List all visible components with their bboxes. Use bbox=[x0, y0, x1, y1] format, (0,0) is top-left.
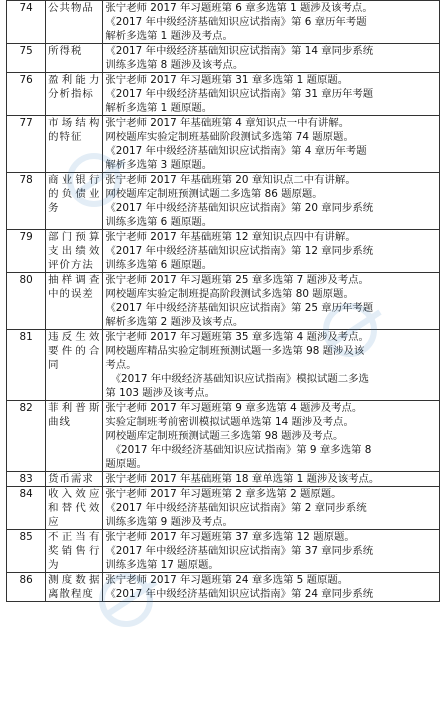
reference-line: 解析多选第 3 题原题。 bbox=[105, 159, 213, 171]
reference-cell bbox=[103, 401, 440, 472]
topic-cell: 商业银行的负债业务 bbox=[46, 173, 103, 230]
reference-cell bbox=[103, 44, 440, 73]
table-row bbox=[7, 330, 440, 401]
row-number: 79 bbox=[7, 230, 46, 273]
table-row bbox=[7, 472, 440, 487]
table-row bbox=[7, 530, 440, 573]
reference-line: 《2017 年中级经济基础知识应试指南》第 12 章同步系统 bbox=[105, 245, 374, 257]
topic-cell: 测度数据离散程度 bbox=[46, 573, 103, 602]
reference-line: 实验定制班考前密训模拟试题单选第 14 题涉及考点。 bbox=[105, 416, 354, 428]
reference-line: 《2017 年中级经济基础知识应试指南》第 20 章同步系统 bbox=[105, 202, 374, 214]
reference-line: 《2017 年中级经济基础知识应试指南》第 9 章多选第 8 bbox=[105, 444, 372, 456]
reference-cell bbox=[103, 73, 440, 116]
reference-line: 训练多选第 6 题原题。 bbox=[105, 259, 213, 271]
reference-cell bbox=[103, 487, 440, 530]
reference-line: 《2017 年中级经济基础知识应试指南》第 25 章历年考题 bbox=[105, 302, 374, 314]
reference-cell bbox=[103, 530, 440, 573]
topic-cell: 所得税 bbox=[46, 44, 103, 73]
table-row bbox=[7, 230, 440, 273]
reference-line: 张宁老师 2017 年习题班第 24 章多选第 5 题原题。 bbox=[105, 574, 349, 586]
row-number: 81 bbox=[7, 330, 46, 401]
reference-line: 《2017 年中级经济基础知识应试指南》第 37 章同步系统 bbox=[105, 545, 374, 557]
reference-line: 网校题库实验定制班基础阶段测试多选第 74 题原题。 bbox=[105, 131, 354, 143]
row-number: 76 bbox=[7, 73, 46, 116]
reference-line: 《2017 年中级经济基础知识应试指南》第 24 章同步系统 bbox=[105, 588, 374, 600]
reference-line: 网校题库精品实验定制班预测试题一多选第 98 题涉及该 bbox=[105, 345, 365, 357]
topic-cell: 不正当有奖销售行为 bbox=[46, 530, 103, 573]
table-row bbox=[7, 44, 440, 73]
reference-line: 网校题库定制班预测试题三多选第 98 题涉及考点。 bbox=[105, 430, 344, 442]
table-row bbox=[7, 487, 440, 530]
reference-line: 《2017 年中级经济基础知识应试指南》第 31 章历年考题 bbox=[105, 88, 374, 100]
row-number: 78 bbox=[7, 173, 46, 230]
topic-cell: 抽样调查中的误差 bbox=[46, 273, 103, 330]
reference-cell bbox=[103, 472, 440, 487]
reference-line: 《2017 年中级经济基础知识应试指南》模拟试题二多选 bbox=[105, 373, 369, 385]
topic-cell: 菲利普斯曲线 bbox=[46, 401, 103, 472]
reference-line: 解析多选第 1 题涉及考点。 bbox=[105, 30, 233, 42]
topic-cell: 公共物品 bbox=[46, 1, 103, 44]
reference-line: 张宁老师 2017 年基础班第 18 章单选第 1 题涉及该考点。 bbox=[105, 473, 380, 485]
reference-line: 张宁老师 2017 年习题班第 31 章多选第 1 题原题。 bbox=[105, 74, 349, 86]
reference-line: 解析多选第 1 题原题。 bbox=[105, 102, 213, 114]
reference-line: 张宁老师 2017 年习题班第 25 章多选第 7 题涉及考点。 bbox=[105, 274, 369, 286]
exam-topic-table bbox=[6, 0, 440, 602]
reference-line: 张宁老师 2017 年习题班第 37 章多选第 12 题原题。 bbox=[105, 531, 355, 543]
topic-cell: 货币需求 bbox=[46, 472, 103, 487]
table-row bbox=[7, 116, 440, 173]
reference-line: 《2017 年中级经济基础知识应试指南》第 14 章同步系统 bbox=[105, 45, 374, 57]
reference-line: 张宁老师 2017 年基础班第 20 章知识点二中有讲解。 bbox=[105, 174, 356, 186]
reference-line: 训练多选第 6 题原题。 bbox=[105, 216, 213, 228]
table-body bbox=[7, 1, 440, 602]
reference-cell bbox=[103, 573, 440, 602]
table-row bbox=[7, 273, 440, 330]
reference-line: 《2017 年中级经济基础知识应试指南》第 4 章历年考题 bbox=[105, 145, 367, 157]
reference-line: 第 103 题涉及该考点。 bbox=[105, 387, 215, 399]
reference-line: 训练多选第 8 题涉及该考点。 bbox=[105, 59, 244, 71]
row-number: 85 bbox=[7, 530, 46, 573]
row-number: 77 bbox=[7, 116, 46, 173]
table-row bbox=[7, 73, 440, 116]
reference-line: 《2017 年中级经济基础知识应试指南》第 2 章同步系统 bbox=[105, 502, 367, 514]
row-number: 80 bbox=[7, 273, 46, 330]
reference-line: 训练多选第 9 题涉及考点。 bbox=[105, 516, 233, 528]
reference-cell bbox=[103, 230, 440, 273]
topic-cell: 违反生效要件的合同 bbox=[46, 330, 103, 401]
table-row bbox=[7, 573, 440, 602]
row-number: 74 bbox=[7, 1, 46, 44]
reference-line: 网校题库实验定制班提高阶段测试多选第 80 题原题。 bbox=[105, 288, 354, 300]
reference-line: 张宁老师 2017 年习题班第 6 章多选第 1 题涉及该考点。 bbox=[105, 2, 373, 14]
reference-line: 《2017 年中级经济基础知识应试指南》第 6 章历年考题 bbox=[105, 16, 367, 28]
reference-line: 解析多选第 2 题涉及该考点。 bbox=[105, 316, 244, 328]
topic-cell: 盈利能力分析指标 bbox=[46, 73, 103, 116]
reference-line: 张宁老师 2017 年基础班第 12 章知识点四中有讲解。 bbox=[105, 231, 356, 243]
reference-cell bbox=[103, 273, 440, 330]
reference-line: 题原题。 bbox=[105, 458, 147, 470]
table-row bbox=[7, 401, 440, 472]
reference-cell bbox=[103, 330, 440, 401]
reference-line: 张宁老师 2017 年习题班第 35 章多选第 4 题涉及考点。 bbox=[105, 331, 369, 343]
row-number: 84 bbox=[7, 487, 46, 530]
reference-line: 张宁老师 2017 年习题班第 9 章多选第 4 题涉及考点。 bbox=[105, 402, 363, 414]
topic-cell: 部门预算支出绩效评价方法 bbox=[46, 230, 103, 273]
topic-cell: 收入效应和替代效应 bbox=[46, 487, 103, 530]
reference-cell bbox=[103, 116, 440, 173]
row-number: 86 bbox=[7, 573, 46, 602]
reference-line: 张宁老师 2017 年基础班第 4 章知识点一中有讲解。 bbox=[105, 117, 350, 129]
reference-cell bbox=[103, 1, 440, 44]
reference-line: 网校题库定制班预测试题二多选第 86 题原题。 bbox=[105, 188, 323, 200]
reference-line: 训练多选第 17 题原题。 bbox=[105, 559, 219, 571]
topic-cell: 市场结构的特征 bbox=[46, 116, 103, 173]
reference-cell bbox=[103, 173, 440, 230]
row-number: 83 bbox=[7, 472, 46, 487]
table-row bbox=[7, 1, 440, 44]
row-number: 75 bbox=[7, 44, 46, 73]
reference-line: 张宁老师 2017 年习题班第 2 章多选第 2 题原题。 bbox=[105, 488, 342, 500]
table-row bbox=[7, 173, 440, 230]
row-number: 82 bbox=[7, 401, 46, 472]
reference-line: 考点。 bbox=[105, 359, 137, 371]
